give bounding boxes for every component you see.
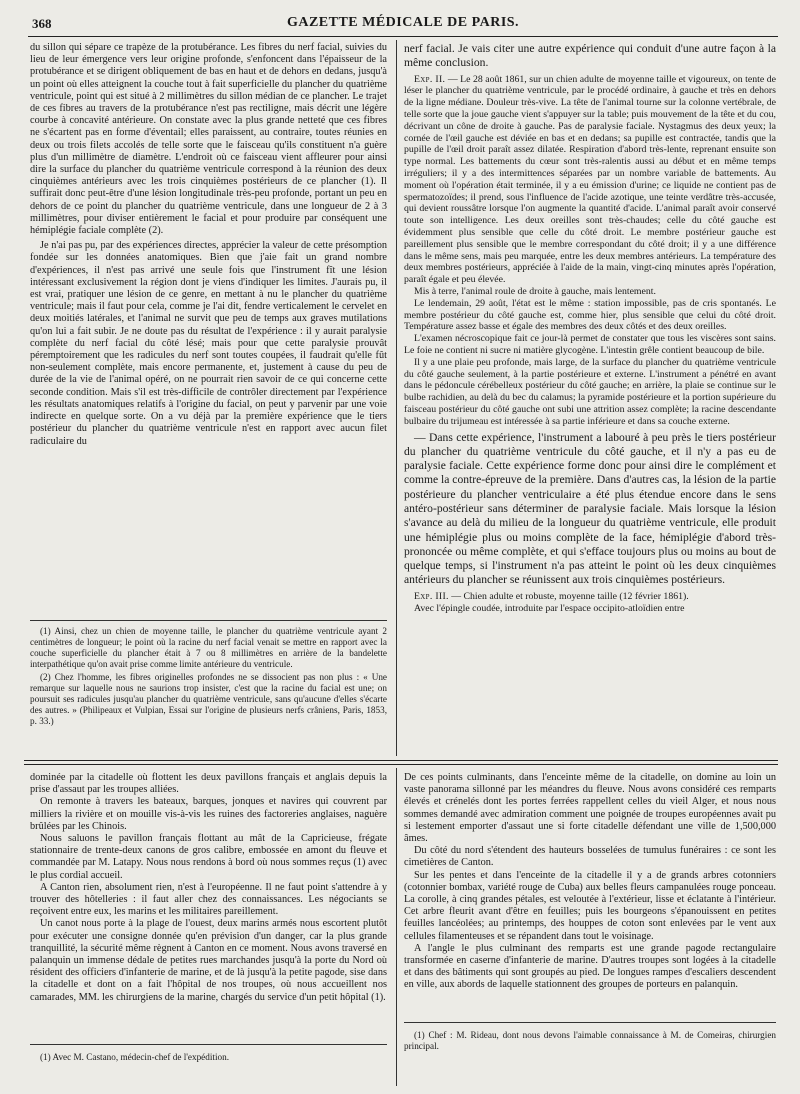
page-header <box>28 12 778 37</box>
footnote-separator <box>30 1044 387 1045</box>
body-paragraph: nerf facial. Je vais citer une autre expérience qui conduit d'une autre façon à la même conclusion. <box>404 42 776 70</box>
lower-right-column <box>404 772 776 992</box>
footnote: (1) Avec M. Castano, médecin-chef de l'expédition. <box>40 1052 229 1062</box>
upper-right-column <box>404 42 776 614</box>
experiment-text: Il y a une plaie peu profonde, mais large, de la surface du plancher du quatrième ventricule du côté gauche seulement, à la partie postérieure et externe. L'instrument a pénétré en avant dans le pédoncule cérébelleux postérieur du côté gauche; en arrière, la plaie se continue sur le bulbe rachidien, au delà du bec du calamus; la pyramide postérieure et la portion supérieure du faisceau postérieur du côté gauche ont subi une attrition assez complète; la racine descendante bulbaire du trijumeau est intéressée à sa partie inférieure et dans sa couche externe. <box>404 356 776 427</box>
footnote: (1) Ainsi, chez un chien de moyenne taille, le plancher du quatrième ventricule ayant 2 centimètres de longueur; le point où la racine du nerf facial venait se mettre en rapport avec la couche superficielle du plancher était à 7 ou 8 millimètres en arrière de la bandelette interpathétique qu'on avait prise comme limite antérieure du ventricule. <box>30 626 387 669</box>
footnote: (2) Chez l'homme, les fibres originelles profondes ne se dissocient pas non plus : « Une remarque sur laquelle nous ne saurions trop insister, c'est que la racine du facial est une; on poursuit ses radicules jusqu'au plancher du quatrième ventricule, sans qu'aucune d'elles s'écarte des autres. » (Philipeaux et Vulpian, Essai sur l'origine de plusieurs nerfs crâniens, Paris, 1853, p. 33.) <box>30 672 387 726</box>
body-paragraph: Je n'ai pas pu, par des expériences directes, apprécier la valeur de cette présomption fondée sur les données anatomiques. Bien que j'aie fait un grand nombre d'expériences, il n'est pas arrivé une seule fois que l'instrument fît une lésion intéressant exclusivement la région dont je viens d'indiquer les limites. J'aurais pu, il est vrai, pratiquer une lésion de ce genre, en mettant à nu le plancher du quatrième ventricule; mais il faut pour cela, comme je l'ai dit, fendre verticalement le cervelet en deux moitiés latérales, et l'animal ne survit que peu de temps aux graves mutilations qu'on lui a fait subir. Je ne doute pas du résultat de l'expérience : il y aurait paralysie complète du nerf facial du côté lésé; mais pour que cette paralysie prouvât péremptoirement que les radicules du nerf sont toutes coupées, il faudrait qu'elle fût non-seulement complète, mais encore permanente, et, justement à cause du peu de durée de la vie de l'animal opéré, on ne pourrait rien savoir de ce qui concerne cette seconde condition. Mais s'il est très-difficile de contrôler directement par l'expérience les résultats anatomiques relatifs à l'origine du facial, on peut y parvenir par une voie indirecte en quelque sorte. On a vu déjà par la première expérience que le tiers postérieur du plancher du quatrième ventricule n'est en rapport avec aucun filet radiculaire du <box>30 240 387 447</box>
footnote-separator <box>30 620 387 621</box>
column-divider <box>396 40 397 756</box>
body-paragraph: Un canot nous porte à la plage de l'ouest, deux marins armés nous escortent plutôt pour exécuter une consigne donnée qu'en prévision d'un danger, car la plus grande tranquillité, la sécurité même règnent à Canton en ce moment. Nous avons traversé en palanquin un immense dédale de petites rues marchandes jusqu'à la porte du Nord où résident des officiers d'infanterie de marine, et de là jusqu'à la petite pagode, sise dans la citadelle et dont on a fait l'hôpital de nos troupes, où nous accueillent nos camarades, MM. les chirurgiens de la marine, chargés du service d'un petit hôpital (1). <box>30 918 387 1003</box>
experiment-label: Exp. II. <box>414 73 446 85</box>
lower-left-footnote <box>30 1052 387 1065</box>
body-paragraph: Sur les pentes et dans l'enceinte de la citadelle il y a de grands arbres cotonniers (cotonnier bombax, variété rouge de Cuba) aux belles fleurs campanulées rouge ponceau. La corolle, à cinq grandes pétales, est veloutée à l'extérieur, lisse et éclatante à l'intérieur. Cet arbre fleurit avant d'être en feuilles; puis les bourgeons s'épanouissent en petites feuilles lancéolées; au printemps, des houppes de coton sont enlevées par le vent aux cellules filamenteuses et se répandent dans tout le voisinage. <box>404 869 776 942</box>
body-paragraph: du sillon qui sépare ce trapèze de la protubérance. Les fibres du nerf facial, suivies du lieu de leur émergence vers leur origine profonde, s'enfoncent dans l'épaisseur de la protubérance et se dirigent obliquement de bas en haut et de dehors en dedans, jusqu'à un point où elles atteignent la couche tout à fait superficielle du plancher du quatrième ventricule, point qui est situé à 2 millimètres du sillon médian de ce plancher. Le trajet de ces fibres au travers de la protubérance n'est pas rectiligne, mais décrit une légère courbe à concavité antérieure. On constate avec la plus grande netteté que ces fibres ne s'écartent pas en forme d'éventail; elles paraissent, au contraire, toutes réunies en deux ou trois filets accolés de telle sorte que le faisceau qu'ils constituent n'a guère plus d'un millimètre de diamètre. L'endroit où ce faisceau vient affleurer pour ainsi dire la surface du plancher du quatrième ventricule correspond à la réunion des deux cinquièmes antérieurs avec les trois cinquièmes postérieurs de ce plancher (1). Il suffirait donc peut-être d'une lésion longitudinale très-peu profonde, portant un peu en dehors de ce point du plancher du quatrième ventricule, dans une longueur de 2 à 3 millimètres, pour diviser entièrement le facial et pour produire par conséquent une hémiplégie faciale complète (2). <box>30 42 387 237</box>
upper-left-footnotes <box>30 626 387 729</box>
body-paragraph: dominée par la citadelle où flottent les deux pavillons français et anglais depuis la prise d'assaut par les troupes alliées. <box>30 772 387 796</box>
experiment-text: L'examen nécroscopique fait ce jour-là permet de constater que tous les viscères sont sains. Le foie ne contient ni sucre ni matière glycogène. L'intestin grêle contient beaucoup de bile. <box>404 333 776 356</box>
column-divider <box>396 768 397 1086</box>
upper-left-column <box>30 42 387 448</box>
footnote-separator <box>404 1022 776 1023</box>
lower-left-column <box>30 772 387 1004</box>
body-paragraph: A l'angle le plus culminant des remparts est une grande pagode rectangulaire transformée en caserne d'infanterie de marine. D'autres troupes sont logées à la citadelle et dans des bâtiments qui sont groupés au pied. De longues rampes d'escaliers descendent en ville, aux abords de laquelle stationnent des groupes de porteurs en palanquin. <box>404 942 776 991</box>
experiment-text: — Le 28 août 1861, sur un chien adulte de moyenne taille et vigoureux, on tente de léser le plancher du quatrième ventricule, par le procédé ordinaire, à gauche et très en dehors de la ligne médiane. Douleur très-vive. La tête de l'animal tourne sur la colonne vertébrale, de telle sorte que la joue gauche vient s'appuyer sur la table; puis mouvement de la tête et du cou, décrivant un cône de droite à gauche. Pas de paralysie faciale. Nystagmus des deux yeux; la cornée de l'œil gauche est déviée en bas et en dedans; sa pupille est contractée, tandis que la pupille de l'œil droit paraît assez dilatée. Respiration d'abord très-lente, reprenant ensuite son type normal. Les battements du cœur sont très-ralentis aussi au début et en même temps irréguliers; il y a des intermittences séparées par un nombre variable de battements. Au moment où l'opération était terminée, il y a eu émission d'urine; ce liquide ne contient pas de spermatozoïdes; il prend, sous l'influence de l'acide azotique, une teinte verdâtre très-accusée, qui devient roussâtre lorsque l'on augmente la quantité d'acide. L'animal paraît avoir conservé toute son intelligence. Les deux oreilles sont très-chaudes; celle du côté gauche est évidemment plus sensible que celle du côté droit. Le membre postérieur gauche est pareillement plus sensible que le membre correspondant du côté droit; il y a une différence dans le même sens, mais peu marquée, entre les deux membres antérieurs. La température des deux membres postérieurs, appréciée à l'aide de la main, vingt-cinq minutes après l'opération, paraît égale et peu élevée. <box>404 73 776 286</box>
section-divider <box>24 760 778 765</box>
experiment-label: Exp. III. <box>414 590 449 602</box>
experiment-text: Mis à terre, l'animal roule de droite à gauche, mais lentement. <box>414 285 656 297</box>
body-paragraph: — Dans cette expérience, l'instrument a labouré à peu près le tiers postérieur du plancher du quatrième ventricule du côté gauche, et il n'y a pas eu de paralysie faciale. Cette expérience forme donc pour ainsi dire le complément et comme la contre-épreuve de la première. Dans d'autres cas, la lésion de la partie postérieure du plancher ventriculaire a été plus étendue encore dans le sens antéro-postérieur sans déterminer de paralysie faciale. Mais lorsque la lésion s'avance au delà du milieu de la longueur du quatrième ventricule, elle produit une hémiplégie plus ou moins complète de la face, hémiplégie d'abord très-prononcée ou même complète, et qui s'efface toujours plus ou moins au bout de quelque temps, si l'instrument n'a pas atteint le point où les deux cinquièmes antérieurs du plancher se réunissent aux trois cinquièmes postérieurs. <box>404 430 776 587</box>
body-paragraph: Du côté du nord s'étendent des hauteurs bosselées de tumulus funéraires : ce sont les cimetières de Canton. <box>404 845 776 869</box>
page-number: 368 <box>32 16 52 31</box>
body-paragraph: De ces points culminants, dans l'enceinte même de la citadelle, on domine au loin un vaste panorama sillonné par les méandres du fleuve. Nous avons considéré ces remparts élevés et crénelés dont les portes ferrées rappellent celles du vieil Alger, et nous nous sommes demandé avec admiration comment une poignée de troupes européennes avait pu si lestement emporter d'assaut une si forte citadelle défendant une ville de 1,500,000 âmes. <box>404 772 776 845</box>
body-paragraph: On remonte à travers les bateaux, barques, jonques et navires qui couvrent par milliers la rivière et on mouille vis-à-vis les ruines des factoreries anglaises, naguère brûlées par les Chinois. <box>30 796 387 832</box>
footnote: (1) Chef : M. Rideau, dont nous devons l'aimable connaissance à M. de Comeiras, chirurgien principal. <box>404 1030 776 1051</box>
experiment-text: Le lendemain, 29 août, l'état est le même : station impossible, pas de cris spontanés. Le membre postérieur du côté gauche est, comme hier, plus sensible que celui du côté droit. Température assez basse et égale des membres des deux côtés et des deux oreilles. <box>404 297 776 333</box>
experiment-text: Avec l'épingle coudée, introduite par l'espace occipito-atloïdien entre <box>414 602 685 614</box>
lower-right-footnote <box>404 1030 776 1054</box>
experiment-text: — Chien adulte et robuste, moyenne taille (12 février 1861). <box>451 590 689 602</box>
body-paragraph: Nous saluons le pavillon français flottant au mât de la Capricieuse, frégate stationnaire de trente-deux canons de gros calibre, embossée en amont du fleuve et commandée par M. Latapy. Nous nous rendons à bord où nous sommes reçus (1) avec le plus cordial accueil. <box>30 833 387 881</box>
journal-title: GAZETTE MÉDICALE DE PARIS. <box>286 15 520 30</box>
body-paragraph: A Canton rien, absolument rien, n'est à l'européenne. Il ne faut point s'attendre à y trouver des hôtelleries : il faut aller chez des connaissances. Les négociants se reçoivent entre eux, les marins et les militaires pareillement. <box>30 881 387 918</box>
